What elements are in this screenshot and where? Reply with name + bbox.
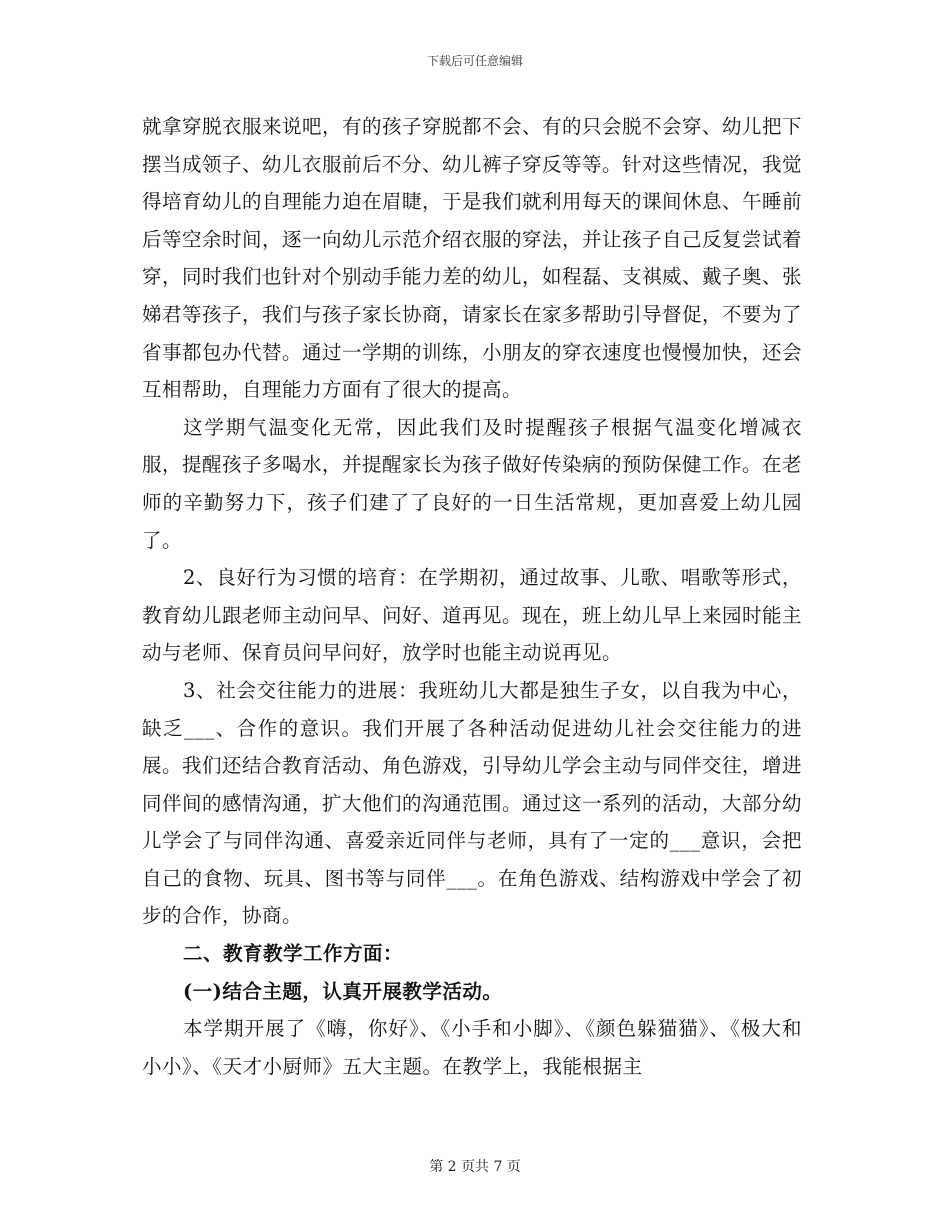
page-number: 第 2 页共 7 页: [429, 1159, 521, 1175]
document-body: [142, 108, 802, 1085]
subsection-heading-themes: (一)结合主题，认真开展教学活动。: [182, 979, 503, 1003]
page-header: 下载后可任意编辑: [426, 54, 523, 68]
section-heading-teaching: 二、教育教学工作方面：: [182, 942, 403, 966]
paragraph-self-care: 就拿穿脱衣服来说吧，有的孩子穿脱都不会、有的只会脱不会穿、幼儿把下摆当成领子、幼儿衣服前后不分、幼儿裤子穿反等等。针对这些情况，我觉得培育幼儿的自理能力迫在眉睫，于是我们就利用每天的课间休息、午睡前后等空余时间，逐一向幼儿示范介绍衣服的穿法，并让孩子自己反复尝试着穿，同时我们也针对个别动手能力差的幼儿，如程磊、支祺威、戴子奥、张娣君等孩子，我们与孩子家长协商，请家长在家多帮助引导督促，不要为了省事都包办代替。通过一学期的训练，小朋友的穿衣速度也慢慢加快，还会互相帮助，自理能力方面有了很大的提高。: [142, 115, 803, 402]
paragraph-health-care: 这学期气温变化无常，因此我们及时提醒孩子根据气温变化增减衣服，提醒孩子多喝水，并提醒家长为孩子做好传染病的预防保健工作。在老师的辛勤努力下，孩子们建了了良好的一日生活常规，更加喜爱上幼儿园了。: [142, 415, 803, 552]
paragraph-social-skills: 3、社会交往能力的进展：我班幼儿大都是独生子女，以自我为中心，缺乏___、合作的意识。我们开展了各种活动促进幼儿社会交往能力的进展。我们还结合教育活动、角色游戏，引导幼儿学会主动与同伴交往，增进同伴间的感情沟通，扩大他们的沟通范围。通过这一系列的活动，大部分幼儿学会了与同伴沟通、喜爱亲近同伴与老师，具有了一定的___意识，会把自己的食物、玩具、图书等与同伴___。在角色游戏、结构游戏中学会了初步的合作，协商。: [142, 678, 803, 928]
paragraph-themes: 本学期开展了《嗨，你好》、《小手和小脚》、《颜色躲猫猫》、《极大和小小》、《天才小厨师》五大主题。在教学上，我能根据主: [142, 1017, 802, 1078]
paragraph-behavior-habits: 2、良好行为习惯的培育：在学期初，通过故事、儿歌、唱歌等形式，教育幼儿跟老师主动问早、问好、道再见。现在，班上幼儿早上来园时能主动与老师、保育员问早问好，放学时也能主动说再见。: [142, 566, 803, 665]
